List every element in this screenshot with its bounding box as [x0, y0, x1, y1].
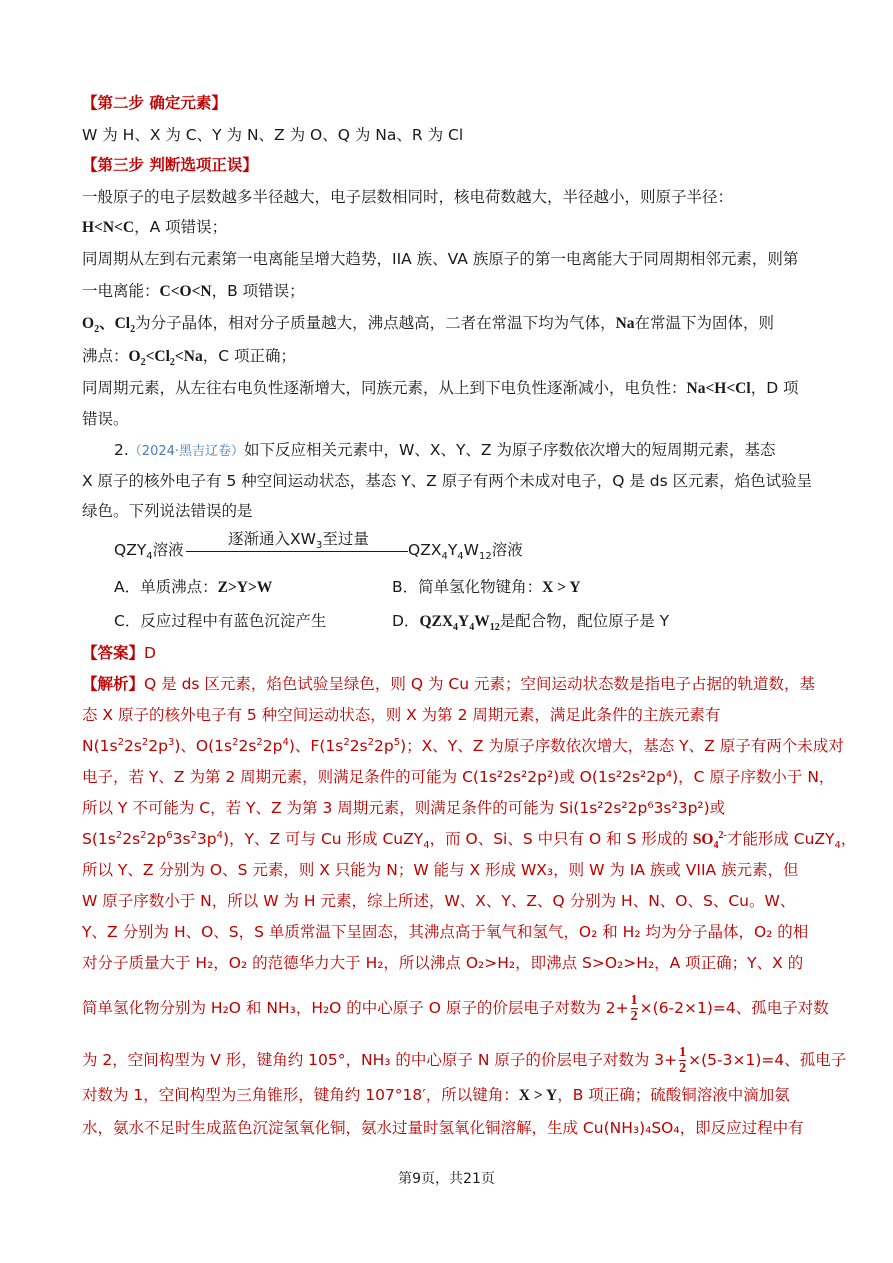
step3-heading: 【第三步 判断选项正误】 — [82, 156, 258, 174]
analysis-line9: Y、Z 分别为 H、O、S，S 单质常温下呈固态，其沸点高于氧气和氢气，O₂ 和 H₂ 均为分子晶体，O₂ 的相 — [82, 923, 809, 941]
analysis-line5: 所以 Y 不可能为 C，若 Y、Z 为第 3 周期元素，则满足条件的可能为 Si(1s²2s²2p⁶3s²3p²)或 — [82, 799, 726, 817]
analysis-line8: W 原子序数小于 N，所以 W 为 H 元素，综上所述，W、X、Y、Z、Q 分别为 H、N、O、S、Cu。W、 — [82, 892, 796, 910]
fraction-half: $\frac{1}{2}$ — [630, 993, 638, 1024]
fraction-half: $\frac{1}{2}$ — [679, 1045, 687, 1076]
q2-number: 2. — [114, 441, 129, 459]
sulfate-ion: $SO_4^{2-}$ — [692, 829, 727, 852]
analysis-line14: 水，氨水不足时生成蓝色沉淀氢氧化铜，氨水过量时氢氧化铜溶解，生成 Cu(NH₃)₄SO₄，即反应过程中有 — [82, 1119, 804, 1137]
q2-source: （2024·黑吉辽卷） — [128, 444, 245, 459]
analysis-line2: 态 X 原子的核外电子有 5 种空间运动状态，则 X 为第 2 周期元素，满足此条件的主族元素有 — [82, 706, 721, 724]
reaction-condition: 逐渐通入$XW_3$至过量 — [228, 530, 369, 552]
analysis-line12: 为 2，空间构型为 V 形，键角约 105°，NH₃ 的中心原子 N 原子的价层电子对数为 3+ $\frac{1}{2}$ ×(5-3×1)=4、孤电子 — [82, 1045, 847, 1076]
q2-line1: 2.（2024·黑吉辽卷）如下反应相关元素中，W、X、Y、Z 为原子序数依次增大的短周期元素，基态 — [114, 441, 776, 459]
step3-line2: H<N<C，A 项错误； — [82, 218, 228, 236]
molecules-formula: $O_2$、$Cl_2$ — [82, 315, 136, 336]
radius-order: H<N<C — [82, 219, 135, 236]
ionization-order: C<O<N — [159, 283, 212, 300]
analysis-line3: $N(1s^22s^22p^3)$、$O(1s^22s^22p^4)$、$F(1s^22s^22p^5)$；X、Y、Z 为原子序数依次增大，基态 Y、Z 原子有两个未成对 — [82, 736, 844, 755]
analysis-line6: $S(1s^22s^22p^63s^23p^4)$，Y、Z 可与 Cu 形成 CuZY$_4$，而 O、Si、S 中只有 O 和 S 形成的 $SO_4^{2-}$才能形成 CuZY$_4$， — [82, 829, 857, 852]
option-d[interactable]: D．$QZX_4Y_4W_{12}$是配合物，配位原子是 Y — [392, 612, 670, 634]
reaction-product: $QZX_4Y_4W_{12}$溶液 — [408, 541, 523, 563]
analysis-line11: 简单氢化物分别为 H₂O 和 NH₃，H₂O 的中心原子 O 原子的价层电子对数为 2+ $\frac{1}{2}$ ×(6-2×1)=4、孤电子对数 — [82, 993, 829, 1024]
analysis-line1: 【解析】Q 是 ds 区元素，焰色试验呈绿色，则 Q 为 Cu 元素；空间运动状态数是指电子占据的轨道数，基 — [82, 675, 815, 693]
answer-line: 【答案】D — [82, 644, 156, 662]
page-footer: 第9页，共21页 — [398, 1171, 495, 1187]
electronegativity-order: Na<H<Cl — [686, 380, 751, 397]
step2-heading: 【第二步 确定元素】 — [82, 94, 227, 112]
step3-line5: $O_2$、$Cl_2$为分子晶体，相对分子质量越大，沸点越高，二者在常温下均为气体，Na在常温下为固体，则 — [82, 314, 775, 336]
q2-line3: 绿色。下列说法错误的是 — [82, 502, 253, 520]
q2-line2: X 原子的核外电子有 5 种空间运动状态，基态 Y、Z 原子有两个未成对电子，Q 是 ds 区元素，焰色试验呈 — [82, 472, 813, 490]
step3-line8: 错误。 — [82, 410, 129, 428]
analysis-line10: 对分子质量大于 H₂，O₂ 的范德华力大于 H₂，所以沸点 O₂>H₂，即沸点 S>O₂>H₂，A 项正确；Y、X 的 — [82, 954, 804, 972]
step3-line7: 同周期元素，从左往右电负性逐渐增大，同族元素，从上到下电负性逐渐减小，电负性：Na<H<Cl，D 项 — [82, 379, 799, 397]
option-b[interactable]: B．简单氢化物键角：X > Y — [392, 578, 581, 596]
analysis-line13: 对数为 1，空间构型为三角锥形，键角约 107°18′，所以键角：X > Y，B 项正确；硫酸铜溶液中滴加氨 — [82, 1086, 790, 1104]
step2-text: W 为 H、X 为 C、Y 为 N、Z 为 O、Q 为 Na、R 为 Cl — [82, 126, 464, 144]
reaction-reactant: $QZY_4$溶液 — [114, 541, 184, 563]
step3-line1: 一般原子的电子层数越多半径越大，电子层数相同时，核电荷数越大，半径越小，则原子半径： — [82, 188, 734, 206]
analysis-line4: 电子，若 Y、Z 为第 2 周期元素，则满足条件的可能为 C(1s²2s²2p²)或 O(1s²2s²2p⁴)，C 原子序数小于 N， — [82, 768, 835, 786]
boiling-order: $O_2<Cl_2<Na$ — [128, 348, 203, 369]
step3-line4: 一电离能：C<O<N，B 项错误； — [82, 282, 305, 300]
step3-line6: 沸点：$O_2<Cl_2<Na$，C 项正确； — [82, 347, 296, 369]
analysis-line7: 所以 Y、Z 分别为 O、S 元素，则 X 只能为 N；W 能与 X 形成 WX₃，则 W 为 IA 族或 VIIA 族元素，但 — [82, 861, 799, 879]
reaction-arrow — [186, 551, 408, 552]
answer-value: D — [144, 644, 156, 662]
step3-line3: 同周期从左到右元素第一电离能呈增大趋势，IIA 族、VA 族原子的第一电离能大于同周期相邻元素，则第 — [82, 250, 799, 268]
option-c[interactable]: C．反应过程中有蓝色沉淀产生 — [114, 612, 327, 630]
option-a[interactable]: A．单质沸点：Z>Y>W — [114, 578, 273, 596]
